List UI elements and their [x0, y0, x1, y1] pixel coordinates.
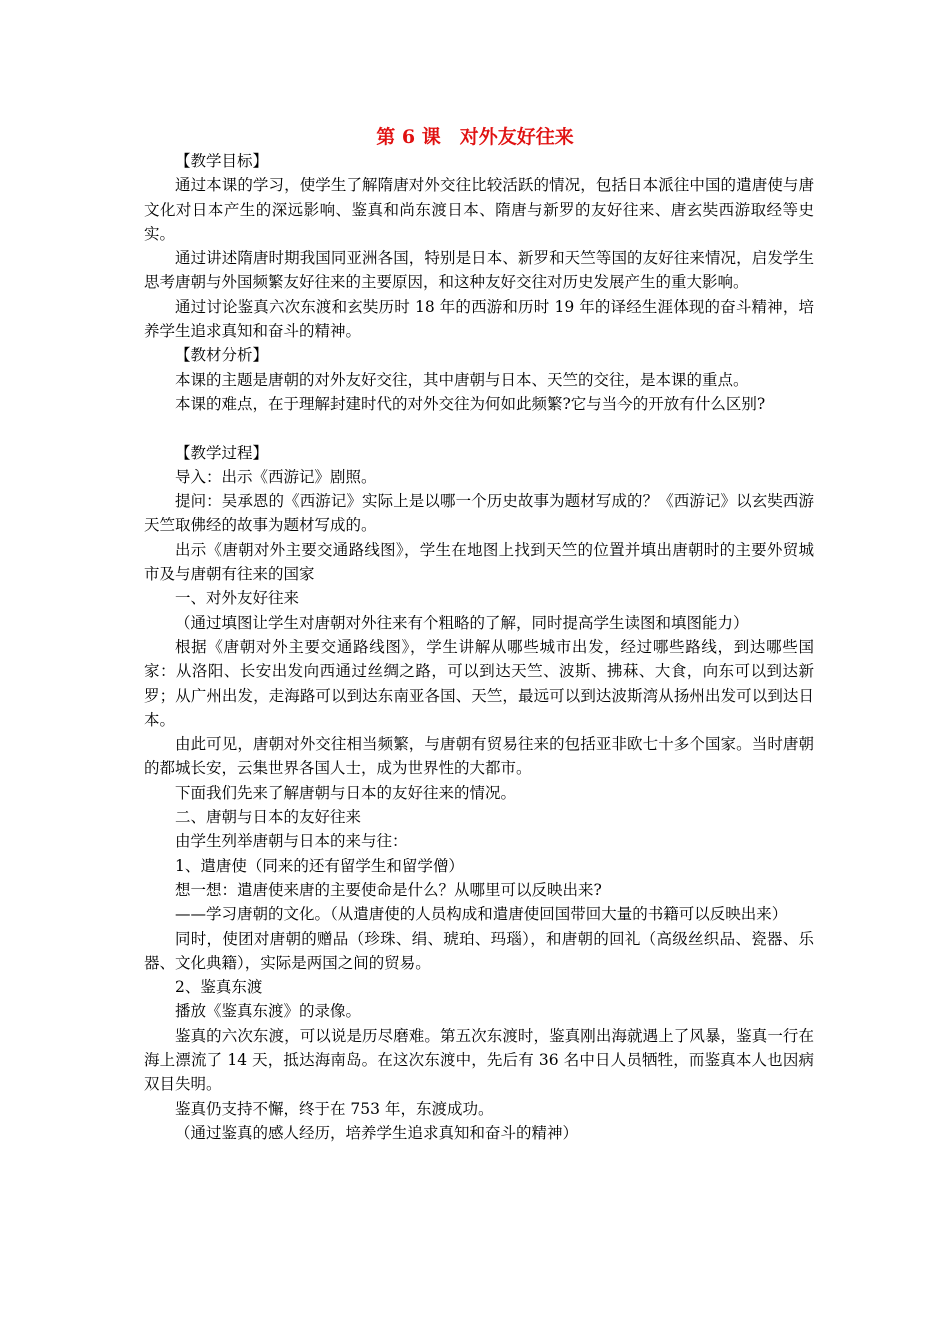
- paragraph: 播放《鉴真东渡》的录像。: [175, 1002, 362, 1021]
- lesson-title: 第 6 课 对外友好往来: [376, 126, 574, 148]
- subsection-heading: 1、遣唐使（同来的还有留学生和留学僧）: [175, 856, 464, 875]
- paragraph: 由学生列举唐朝与日本的来与往：: [175, 832, 408, 851]
- paragraph: 同时，使团对唐朝的赠品（珍珠、绢、琥珀、玛瑙），和唐朝的回礼（高级丝织品、瓷器、乐器、文化典籍），实际是两国之间的贸易。: [144, 929, 814, 972]
- subsection-heading: 2、鉴真东渡: [175, 978, 263, 997]
- paragraph: （通过填图让学生对唐朝对外往来有个粗略的了解，同时提高学生读图和填图能力）: [175, 613, 749, 632]
- paragraph: 出示《唐朝对外主要交通路线图》，学生在地图上找到天竺的位置并填出唐朝时的主要外贸城市及与唐朝有往来的国家: [144, 540, 814, 584]
- paragraph: 本课的主题是唐朝的对外友好交往，其中唐朝与日本、天竺的交往，是本课的重点。: [175, 370, 749, 389]
- paragraph: 导入：出示《西游记》剧照。: [175, 467, 377, 486]
- paragraph: 鉴真仍支持不懈，终于在 753 年，东渡成功。: [175, 1099, 494, 1118]
- heading-teaching-process: 【教学过程】: [175, 443, 269, 462]
- paragraph: 根据《唐朝对外主要交通路线图》，学生讲解从哪些城市出发，经过哪些路线，到达哪些国家：从洛阳、长安出发向西通过丝绸之路，可以到达天竺、波斯、拂菻、大食，向东可以到达新罗；从广州出发，走海路可以到达东南亚各国、天竺，最远可以到达波斯湾从扬州出发可以到达日本。: [144, 637, 814, 729]
- paragraph: 本课的难点，在于理解封建时代的对外交往为何如此频繁?它与当今的开放有什么区别?: [175, 394, 766, 413]
- paragraph: ——学习唐朝的文化。（从遣唐使的人员构成和遣唐使回国带回大量的书籍可以反映出来）: [175, 905, 788, 924]
- lesson-body: [144, 149, 814, 1145]
- paragraph: 通过讲述隋唐时期我国同亚洲各国，特别是日本、新罗和天竺等国的友好往来情况，启发学生思考唐朝与外国频繁友好往来的主要原因，和这种友好交往对历史发展产生的重大影响。: [144, 249, 814, 292]
- paragraph: （通过鉴真的感人经历，培养学生追求真知和奋斗的精神）: [175, 1123, 579, 1142]
- paragraph: 提问：吴承恩的《西游记》实际上是以哪一个历史故事为题材写成的？《西游记》以玄奘西游天竺取佛经的故事为题材写成的。: [144, 492, 814, 535]
- section-heading: 二、唐朝与日本的友好往来: [175, 808, 362, 827]
- paragraph: 下面我们先来了解唐朝与日本的友好往来的情况。: [175, 783, 517, 802]
- paragraph: 想一想：遣唐使来唐的主要使命是什么？从哪里可以反映出来?: [175, 880, 602, 899]
- paragraph: 通过本课的学习，使学生了解隋唐对外交往比较活跃的情况，包括日本派往中国的遣唐使与唐文化对日本产生的深远影响、鉴真和尚东渡日本、隋唐与新罗的友好往来、唐玄奘西游取经等史实。: [144, 176, 814, 243]
- blank-line: [144, 416, 814, 440]
- heading-material-analysis: 【教材分析】: [175, 346, 269, 365]
- paragraph: 通过讨论鉴真六次东渡和玄奘历时 18 年的西游和历时 19 年的译经生涯体现的奋斗精神，培养学生追求真知和奋斗的精神。: [144, 297, 814, 341]
- section-heading: 一、对外友好往来: [175, 589, 300, 608]
- paragraph: 由此可见，唐朝对外交往相当频繁，与唐朝有贸易往来的包括亚非欧七十多个国家。当时唐朝的都城长安，云集世界各国人士，成为世界性的大都市。: [144, 735, 814, 778]
- heading-teaching-goals: 【教学目标】: [175, 152, 269, 170]
- paragraph: 鉴真的六次东渡，可以说是历尽磨难。第五次东渡时，鉴真刚出海就遇上了风暴，鉴真一行在海上漂流了 14 天，抵达海南岛。在这次东渡中，先后有 36 名中日人员牺牲，而鉴真本人也因病双目失明。: [144, 1026, 814, 1094]
